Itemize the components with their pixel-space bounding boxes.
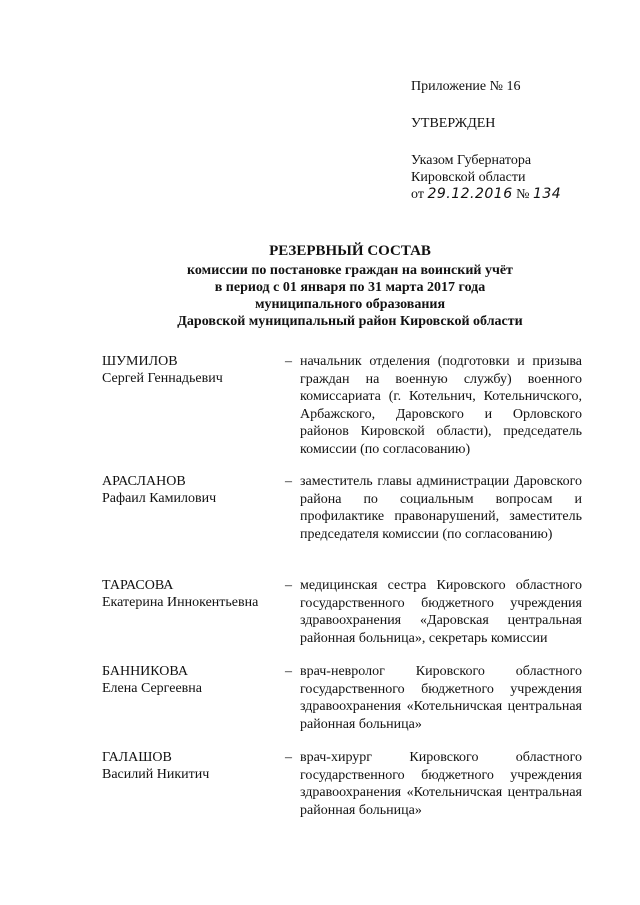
approval-block [411,78,621,203]
decree-date: 29.12.2016 [427,186,513,202]
member-dash: – [285,578,292,593]
heading-line-3: муниципального образования [254,297,446,312]
heading-line-2: в период с 01 января по 31 марта 2017 года [214,280,486,295]
member-surname: АРАСЛАНОВ [102,474,186,489]
member-given-name: Екатерина Иннокентьевна [102,595,259,610]
decree-line-1: Указом Губернатора [411,153,532,168]
approved-label: УТВЕРЖДЕН [411,116,496,131]
member-role: медицинская сестра Кировского областного государственного бюджетного учреждения здравоохранения «Даровская центральная районная больница», секретарь комиссии [300,578,582,646]
heading-line-1: комиссии по постановке граждан на воинский учёт [187,263,513,278]
member-given-name: Елена Сергеевна [102,681,202,696]
member-dash: – [285,750,292,765]
member-role: врач-хирург Кировского областного государственного бюджетного учреждения здравоохранения «Котельничская центральная районная больница» [300,750,582,818]
member-name [102,353,277,387]
member-role: заместитель главы администрации Даровского района по социальным вопросам и профилактике правонарушений, заместитель председателя комиссии (по согласованию) [300,474,582,542]
member-dash: – [285,664,292,679]
document-heading [100,243,600,330]
member-surname: ШУМИЛОВ [102,354,178,369]
member-list [102,353,582,829]
member-item [102,663,582,749]
member-surname: ТАРАСОВА [102,578,174,593]
member-item [102,749,582,829]
annex-number: Приложение № 16 [411,79,521,94]
decree-line-2: Кировской области [411,170,526,185]
member-item [102,473,582,577]
member-dash: – [285,474,292,489]
heading-title: РЕЗЕРВНЫЙ СОСТАВ [269,243,431,259]
number-sign: № [516,187,530,202]
member-name [102,749,277,783]
member-given-name: Рафаил Камилович [102,491,217,506]
member-item [102,353,582,473]
member-role: начальник отделения (подготовки и призыва граждан на военную службу) военного комиссариата (г. Котельнич, Котельничского, Арбажского, Даровского и Орловского районов Кировской области), председатель комиссии (по согласованию) [300,354,582,457]
decree-number: 134 [532,186,562,202]
member-given-name: Василий Никитич [102,767,210,782]
member-name [102,577,277,611]
heading-line-4: Даровской муниципальный район Кировской области [177,314,523,329]
member-dash: – [285,354,292,369]
member-name [102,473,277,507]
date-prefix: от [411,187,424,202]
member-surname: БАННИКОВА [102,664,188,679]
member-role: врач-невролог Кировского областного государственного бюджетного учреждения здравоохранения «Котельничская центральная районная больница» [300,664,582,732]
member-item [102,577,582,663]
member-surname: ГАЛАШОВ [102,750,172,765]
decree-date-line [411,186,621,203]
member-name [102,663,277,697]
member-given-name: Сергей Геннадьевич [102,371,223,386]
